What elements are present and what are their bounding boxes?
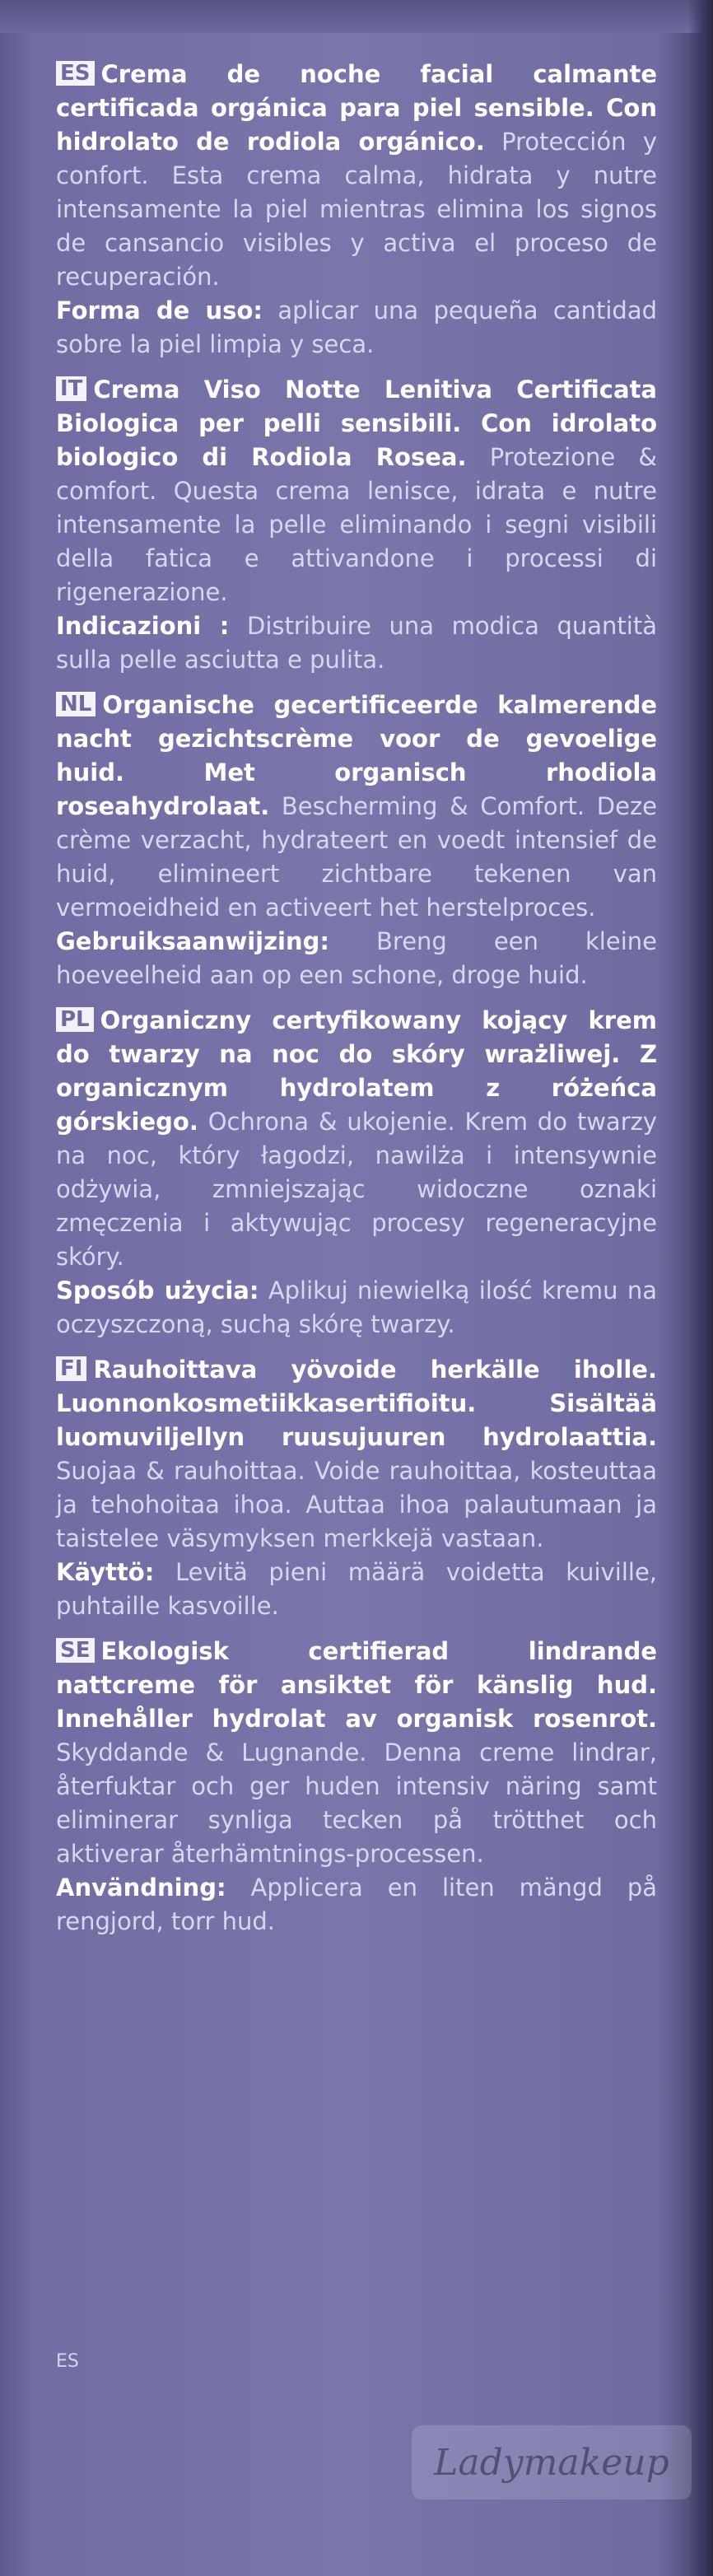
product-description: Protezione & comfort. Questa crema lenisce, idrata e nutre intensamente la pelle eliminando i segni visibili della fatica e attivandone i processi di rigenerazione. bbox=[56, 443, 658, 606]
section-it bbox=[56, 373, 657, 677]
product-title: Organische gecertificeerde kalmerende nacht gezichtscrème voor de gevoelige huid. Met organisch rhodiola roseahydrolaat. bbox=[56, 691, 657, 820]
usage-label: Forma de uso: bbox=[56, 296, 263, 324]
package-top-edge bbox=[0, 0, 713, 33]
watermark-text: Ladymakeup bbox=[434, 2441, 669, 2484]
usage-label: Gebruiksaanwijzing: bbox=[56, 927, 329, 955]
usage-text: Aplikuj niewielką ilość kremu na oczyszczoną, suchą skórę twarzy. bbox=[56, 1276, 658, 1338]
usage-label: Käyttö: bbox=[56, 1558, 155, 1586]
product-title: Crema de noche facial calmante certificada orgánica para piel sensible. Con hidrolato de rodiola orgánico. bbox=[56, 60, 657, 156]
product-title: Crema Viso Notte Lenitiva Certificata Biologica per pelli sensibili. Con idrolato biologico di Rodiola Rosea. bbox=[56, 376, 657, 471]
multilingual-description bbox=[56, 58, 657, 1950]
language-code-badge: FI bbox=[56, 1356, 86, 1381]
product-description: Bescherming & Comfort. Deze crème verzacht, hydrateert en voedt intensief de huid, elimineert zichtbare tekenen van vermoeidheid en activeert het herstelproces. bbox=[56, 792, 658, 922]
product-description: Ochrona & ukojenie. Krem do twarzy na noc, który łagodzi, nawilża i intensywnie odżywia, zmniejszając widoczne oznaki zmęczenia i aktywując procesy regeneracyjne skóry. bbox=[56, 1108, 657, 1271]
usage-text: Applicera en liten mängd på rengjord, torr hud. bbox=[56, 1874, 658, 1935]
product-description: Protección y confort. Esta crema calma, hidrata y nutre intensamente la piel mientras elimina los signos de cansancio visibles y activa el proceso de recuperación. bbox=[56, 128, 658, 291]
usage-label: Sposób użycia: bbox=[56, 1276, 259, 1304]
package-right-edge bbox=[688, 0, 713, 2576]
usage-label: Indicazioni : bbox=[56, 612, 230, 640]
product-description: Skyddande & Lugnande. Denna creme lindrar, återfuktar och ger huden intensiv näring samt eliminerar synliga tecken på trötthet och aktiverar återhämtnings-processen. bbox=[56, 1738, 657, 1868]
product-description: Suojaa & rauhoittaa. Voide rauhoittaa, kosteuttaa ja tehohoitaa ihoa. Auttaa ihoa palautumaan ja taistelee väsymyksen merkkejä vastaan. bbox=[56, 1457, 657, 1552]
section-se bbox=[56, 1635, 657, 1939]
language-code-badge: ES bbox=[56, 61, 95, 86]
watermark-logo bbox=[412, 2425, 692, 2499]
language-code-badge: IT bbox=[56, 376, 86, 401]
usage-text: Distribuire una modica quantità sulla pelle asciutta e pulita. bbox=[56, 612, 658, 674]
section-nl bbox=[56, 688, 657, 992]
usage-text: Levitä pieni määrä voidetta kuiville, puhtaille kasvoille. bbox=[56, 1558, 657, 1620]
language-code-badge: PL bbox=[56, 1007, 94, 1032]
section-es bbox=[56, 58, 657, 362]
usage-text: aplicar una pequeña cantidad sobre la piel limpia y seca. bbox=[56, 296, 657, 358]
product-title: Rauhoittava yövoide herkälle iholle. Luonnonkosmetiikkasertifioitu. Sisältää luomuviljellyn ruusujuuren hydrolaattia. bbox=[56, 1356, 657, 1451]
product-title: Organiczny certyfikowany kojący krem do twarzy na noc do skóry wrażliwej. Z organicznym hydrolatem z różeńca górskiego. bbox=[56, 1006, 657, 1136]
section-pl bbox=[56, 1004, 657, 1342]
language-code-badge: NL bbox=[56, 692, 96, 716]
bottom-language-mark: ES bbox=[56, 2351, 79, 2372]
product-title: Ekologisk certifierad lindrande nattcreme för ansiktet för känslig hud. Innehåller hydrolat av organisk rosenrot. bbox=[56, 1637, 657, 1733]
usage-text: Breng een kleine hoeveelheid aan op een schone, droge huid. bbox=[56, 927, 657, 989]
usage-label: Användning: bbox=[56, 1874, 226, 1902]
language-code-badge: SE bbox=[56, 1638, 95, 1663]
section-fi bbox=[56, 1353, 657, 1623]
